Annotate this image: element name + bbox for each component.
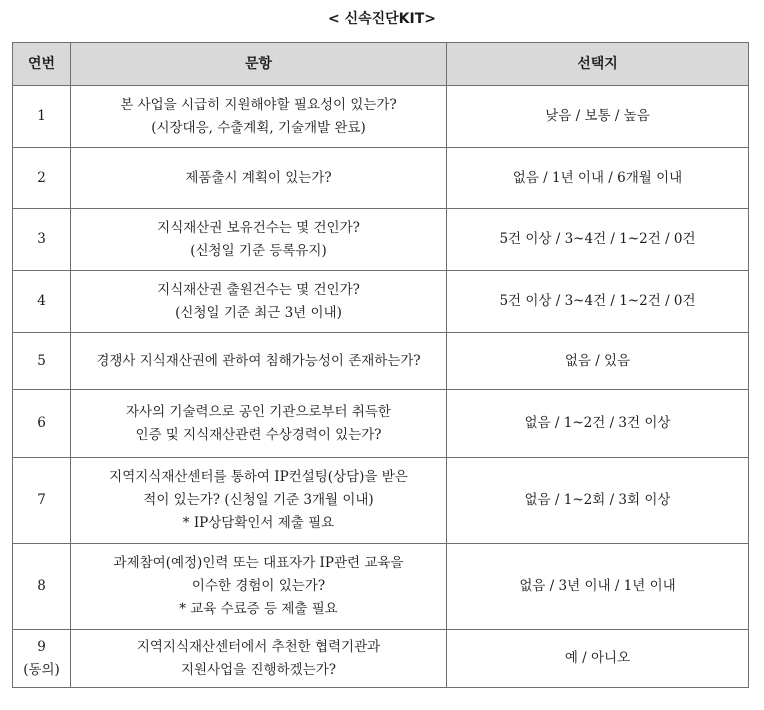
table-row [13, 390, 749, 458]
table-row [13, 86, 749, 148]
question-line: 지원사업을 진행하겠는가? [181, 661, 336, 678]
question-line: 본 사업을 시급히 지원해야할 필요성이 있는가? [120, 96, 397, 113]
row-number-line: (동의) [23, 661, 60, 678]
header-question: 문항 [71, 43, 447, 86]
row-number-line: 7 [37, 492, 46, 508]
table-row [13, 458, 749, 544]
row-number [13, 148, 71, 209]
row-question [71, 333, 447, 390]
row-number-line: 6 [37, 415, 46, 431]
table-row [13, 271, 749, 333]
row-question [71, 86, 447, 148]
table-row [13, 544, 749, 630]
page-title: < 신속진단KIT> [327, 11, 437, 27]
row-options: 5건 이상 / 3~4건 / 1~2건 / 0건 [447, 209, 749, 271]
row-question [71, 630, 447, 688]
row-number-line: 5 [37, 352, 46, 369]
row-number [13, 544, 71, 630]
row-number [13, 271, 71, 333]
row-question [71, 544, 447, 630]
row-options: 없음 / 1~2건 / 3건 이상 [447, 390, 749, 458]
row-number-line: 8 [37, 578, 46, 594]
question-line: 경쟁사 지식재산권에 관하여 침해가능성이 존재하는가? [96, 352, 421, 369]
header-number: 연번 [13, 43, 71, 86]
question-line: 과제참여(예정)인력 또는 대표자가 IP관련 교육을 [113, 555, 404, 571]
question-line: (시장대응, 수출계획, 기술개발 완료) [151, 119, 366, 136]
row-number-line: 1 [37, 108, 46, 124]
row-number-line: 4 [37, 293, 46, 309]
table-row [13, 148, 749, 209]
row-number [13, 333, 71, 390]
question-line: * 교육 수료증 등 제출 필요 [179, 601, 338, 617]
row-number-line: 2 [37, 169, 46, 186]
question-line: 지역지식재산센터를 통하여 IP컨설팅(상담)을 받은 [109, 469, 408, 485]
question-line: 인증 및 지식재산관련 수상경력이 있는가? [135, 426, 382, 443]
row-number-line: 3 [37, 231, 46, 247]
question-line: 자사의 기술력으로 공인 기관으로부터 취득한 [126, 403, 391, 420]
row-options: 예 / 아니오 [447, 630, 749, 688]
question-line: 지역지식재산센터에서 추천한 협력기관과 [136, 638, 381, 655]
question-line: 이수한 경험이 있는가? [191, 578, 326, 594]
row-number [13, 630, 71, 688]
row-number [13, 86, 71, 148]
table-row [13, 209, 749, 271]
header-options: 선택지 [447, 43, 749, 86]
row-options: 없음 / 3년 이내 / 1년 이내 [447, 544, 749, 630]
question-line: 지식재산권 보유건수는 몇 건인가? [157, 219, 360, 236]
row-options: 없음 / 1~2회 / 3회 이상 [447, 458, 749, 544]
row-options: 5건 이상 / 3~4건 / 1~2건 / 0건 [447, 271, 749, 333]
question-line: 지식재산권 출원건수는 몇 건인가? [157, 281, 360, 298]
row-number [13, 390, 71, 458]
row-options: 없음 / 있음 [447, 333, 749, 390]
row-number-line: 9 [37, 638, 46, 655]
question-line: (신청일 기준 최근 3년 이내) [175, 304, 342, 321]
header-row [13, 43, 749, 86]
row-options: 낮음 / 보통 / 높음 [447, 86, 749, 148]
row-number [13, 458, 71, 544]
row-options: 없음 / 1년 이내 / 6개월 이내 [447, 148, 749, 209]
question-line: * IP상담확인서 제출 필요 [182, 515, 335, 531]
question-line: 적이 있는가? (신청일 기준 3개월 이내) [143, 492, 374, 508]
row-number [13, 209, 71, 271]
diagnosis-table [12, 42, 749, 688]
table-row [13, 333, 749, 390]
question-line: 제품출시 계획이 있는가? [185, 169, 332, 186]
row-question [71, 209, 447, 271]
row-question [71, 271, 447, 333]
row-question [71, 458, 447, 544]
question-line: (신청일 기준 등록유지) [190, 242, 327, 259]
row-question [71, 390, 447, 458]
table-row [13, 630, 749, 688]
row-question [71, 148, 447, 209]
